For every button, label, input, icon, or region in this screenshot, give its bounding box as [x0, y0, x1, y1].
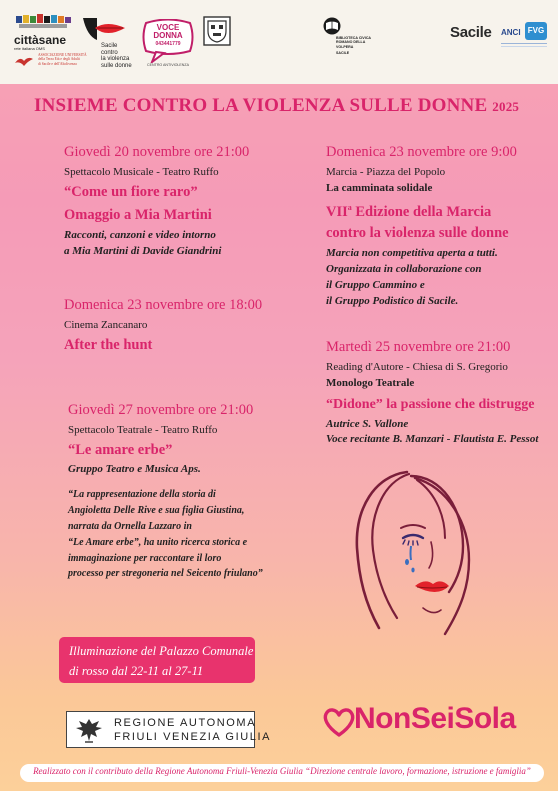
associazione-logo [14, 53, 94, 73]
sacile-contro-logo [83, 16, 133, 78]
heart-outline-icon [322, 706, 356, 738]
event-3-desc-1: “La rappresentazione della storia di [68, 489, 216, 500]
illumination-box [59, 637, 255, 683]
associazione-line-2: della Terza Età e degli Adulti [38, 57, 80, 62]
event-4-title-post: Edizione della Marcia [351, 203, 492, 220]
cittasane-sub: rete italiana OMS [14, 46, 45, 51]
event-2-place: Cinema Zancanaro [64, 319, 148, 331]
event-3-desc-5: immaginazione per raccontare il loro [68, 553, 222, 564]
lips-icon [83, 16, 127, 42]
sacile-contro-line-4: sulle donne [101, 62, 132, 69]
fvg-badge [525, 22, 547, 40]
cittasane-brand: cittàsane [14, 33, 67, 47]
event-5-sub: Monologo Teatrale [326, 377, 415, 389]
voce-donna-caption: CENTRO ANTIVIOLENZA [147, 63, 189, 67]
illumination-line-1: Illuminazione del Palazzo Comunale [69, 644, 254, 658]
anci-fvg-logo [499, 18, 549, 58]
footer-text: Realizzato con il contributo della Regione Autonoma Friuli-Venezia Giulia “Direzione centrale lavoro, formazione, istruzione e famiglia” [33, 766, 531, 776]
woman-face-illustration [345, 468, 495, 648]
event-3-desc-3: narrata da Ornella Lazzaro in [68, 521, 192, 532]
bird-icon [14, 55, 34, 67]
sacile-contro-line-2: contro [101, 49, 118, 56]
voce-donna-line-1: VOCE [156, 23, 180, 32]
region-line-1: REGIONE AUTONOMA [114, 717, 257, 729]
cittasane-mosaic-icon [14, 14, 72, 30]
associazione-line-1: ASSOCIAZIONE UNIVERSITÀ [38, 53, 87, 57]
region-line-2: FRIULI VENEZIA GIULIA [114, 731, 272, 743]
sacile-contro-line-1: Sacile [101, 43, 118, 49]
event-5-desc-2: Voce recitante B. Manzari - Flautista E. Pessot [326, 433, 539, 445]
event-1-title: “Come un fiore raro” [64, 184, 198, 200]
cittasane-logo [14, 14, 72, 51]
region-fvg-logo [66, 711, 272, 748]
event-4-desc-2: Organizzata in collaborazione con [326, 263, 482, 275]
nonseisola-slogan: NonSeiSola [354, 702, 516, 735]
event-1-date: Giovedì 20 novembre ore 21:00 [64, 144, 250, 160]
event-4-sub: La camminata solidale [326, 182, 433, 194]
event-1-place: Spettacolo Musicale - Teatro Ruffo [64, 166, 219, 178]
event-3-place: Spettacolo Teatrale - Teatro Ruffo [68, 424, 218, 436]
page-title [34, 95, 534, 117]
voce-donna-logo [142, 19, 194, 71]
event-4-desc-1: Marcia non competitiva aperta a tutti. [326, 247, 498, 259]
biblioteca-line-3: VOLPERA [336, 44, 354, 49]
event-3-group: Gruppo Teatro e Musica Aps. [68, 463, 201, 475]
biblioteca-line-1: BIBLIOTECA CIVICA [336, 36, 372, 40]
event-1-subtitle: Omaggio a Mia Martini [64, 207, 212, 223]
event-3-desc-6: processo per stregoneria nel Seicento friulano” [68, 568, 263, 579]
sacile-contro-line-3: la violenza [101, 56, 130, 63]
crest-icon [203, 16, 231, 46]
event-4-desc-3: il Gruppo Cammino e [326, 279, 425, 291]
city-crest-logo [203, 16, 231, 51]
fvg-label: FVG [527, 26, 545, 35]
event-4-title-pre: VII [326, 203, 348, 220]
eagle-icon [73, 715, 105, 745]
event-2-date: Domenica 23 novembre ore 18:00 [64, 297, 263, 313]
event-4-place: Marcia - Piazza del Popolo [326, 166, 446, 178]
event-1-desc-1: Racconti, canzoni e video intorno [64, 229, 216, 241]
event-3-desc-4: “Le Amare erbe”, ha unito ricerca storica e [68, 537, 248, 548]
footer-bar [20, 764, 544, 782]
biblioteca-logo [322, 17, 382, 67]
sacile-brand-logo: Sacile [450, 24, 492, 41]
event-4-title [326, 203, 491, 221]
event-4-subtitle: contro la violenza sulle donne [326, 225, 509, 241]
title-main: INSIEME CONTRO LA VIOLENZA SULLE DONNE [34, 95, 488, 116]
associazione-line-3: di Sacile e dell'Altolivenza [38, 61, 77, 66]
event-3-title: “Le amare erbe” [68, 442, 173, 458]
event-5-date: Martedì 25 novembre ore 21:00 [326, 339, 511, 355]
event-5-title: “Didone” la passione che distrugge [326, 397, 535, 412]
event-3-date: Giovedì 27 novembre ore 21:00 [68, 402, 254, 418]
title-year: 2025 [492, 99, 520, 114]
logo-band [0, 0, 558, 84]
event-4-title-sup: a [347, 203, 352, 212]
illumination-line-2: di rosso dal 22-11 al 27-11 [69, 664, 204, 678]
voce-donna-phone: 043441779 [155, 41, 181, 47]
event-3-desc-2: Angioletta Delle Rive e sua figlia Giustina, [68, 505, 245, 516]
anci-label: ANCI [501, 28, 521, 37]
event-2-title: After the hunt [64, 337, 153, 353]
book-icon [322, 17, 342, 35]
event-4-date: Domenica 23 novembre ore 9:00 [326, 144, 517, 160]
voce-donna-line-2: DONNA [153, 31, 183, 40]
event-5-place: Reading d'Autore - Chiesa di S. Gregorio [326, 361, 508, 373]
event-5-desc-1: Autrice S. Vallone [326, 418, 409, 430]
event-1-desc-2: a Mia Martini di Davide Giandrini [64, 245, 222, 257]
biblioteca-line-2: ROMANO DELLA [336, 40, 366, 45]
event-4-desc-4: il Gruppo Podistico di Sacile. [326, 295, 459, 307]
biblioteca-line-4: SACILE [336, 51, 350, 56]
